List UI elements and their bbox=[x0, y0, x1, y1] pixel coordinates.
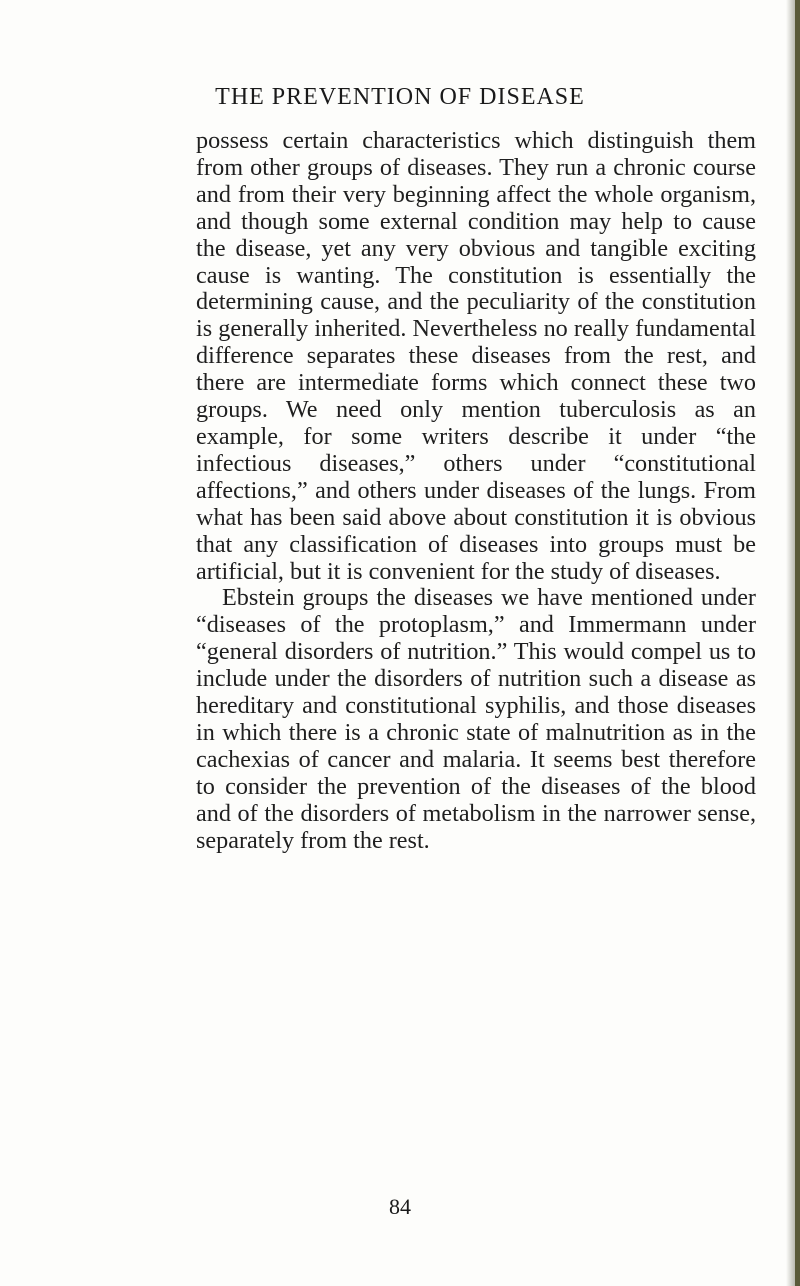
running-title: THE PREVENTION OF DISEASE bbox=[215, 84, 585, 110]
body-text bbox=[196, 128, 756, 854]
paragraph-2: Ebstein groups the diseases we have mentioned under “diseases of the protoplasm,” and Immermann under “general disorders of nutrition.” This would compel us to include under the disorders of nutrition such a disease as hereditary and constitutional syphilis, and those diseases in which there is a chronic state of malnutrition as in the cachexias of cancer and malaria. It seems best therefore to consider the prevention of the diseases of the blood and of the disorders of metabolism in the narrower sense, separately from the rest. bbox=[196, 584, 756, 854]
page-number: 84 bbox=[389, 1194, 411, 1219]
paragraph-1: possess certain characteristics which distinguish them from other groups of diseases. They run a chronic course and from their very beginning affect the whole organism, and though some external condition may help to cause the disease, yet any very obvious and tangible exciting cause is wanting. The constitution is essentially the determining cause, and the peculiarity of the constitution is generally inherited. Nevertheless no really fundamental difference separates these diseases from the rest, and there are intermediate forms which connect these two groups. We need only mention tuberculosis as an example, for some writers describe it under “the infectious diseases,” others under “constitutional affections,” and others under diseases of the lungs. From what has been said above about constitution it is obvious that any classification of diseases into groups must be artificial, but it is convenient for the study of diseases. bbox=[196, 127, 756, 585]
page-edge bbox=[795, 0, 800, 1286]
